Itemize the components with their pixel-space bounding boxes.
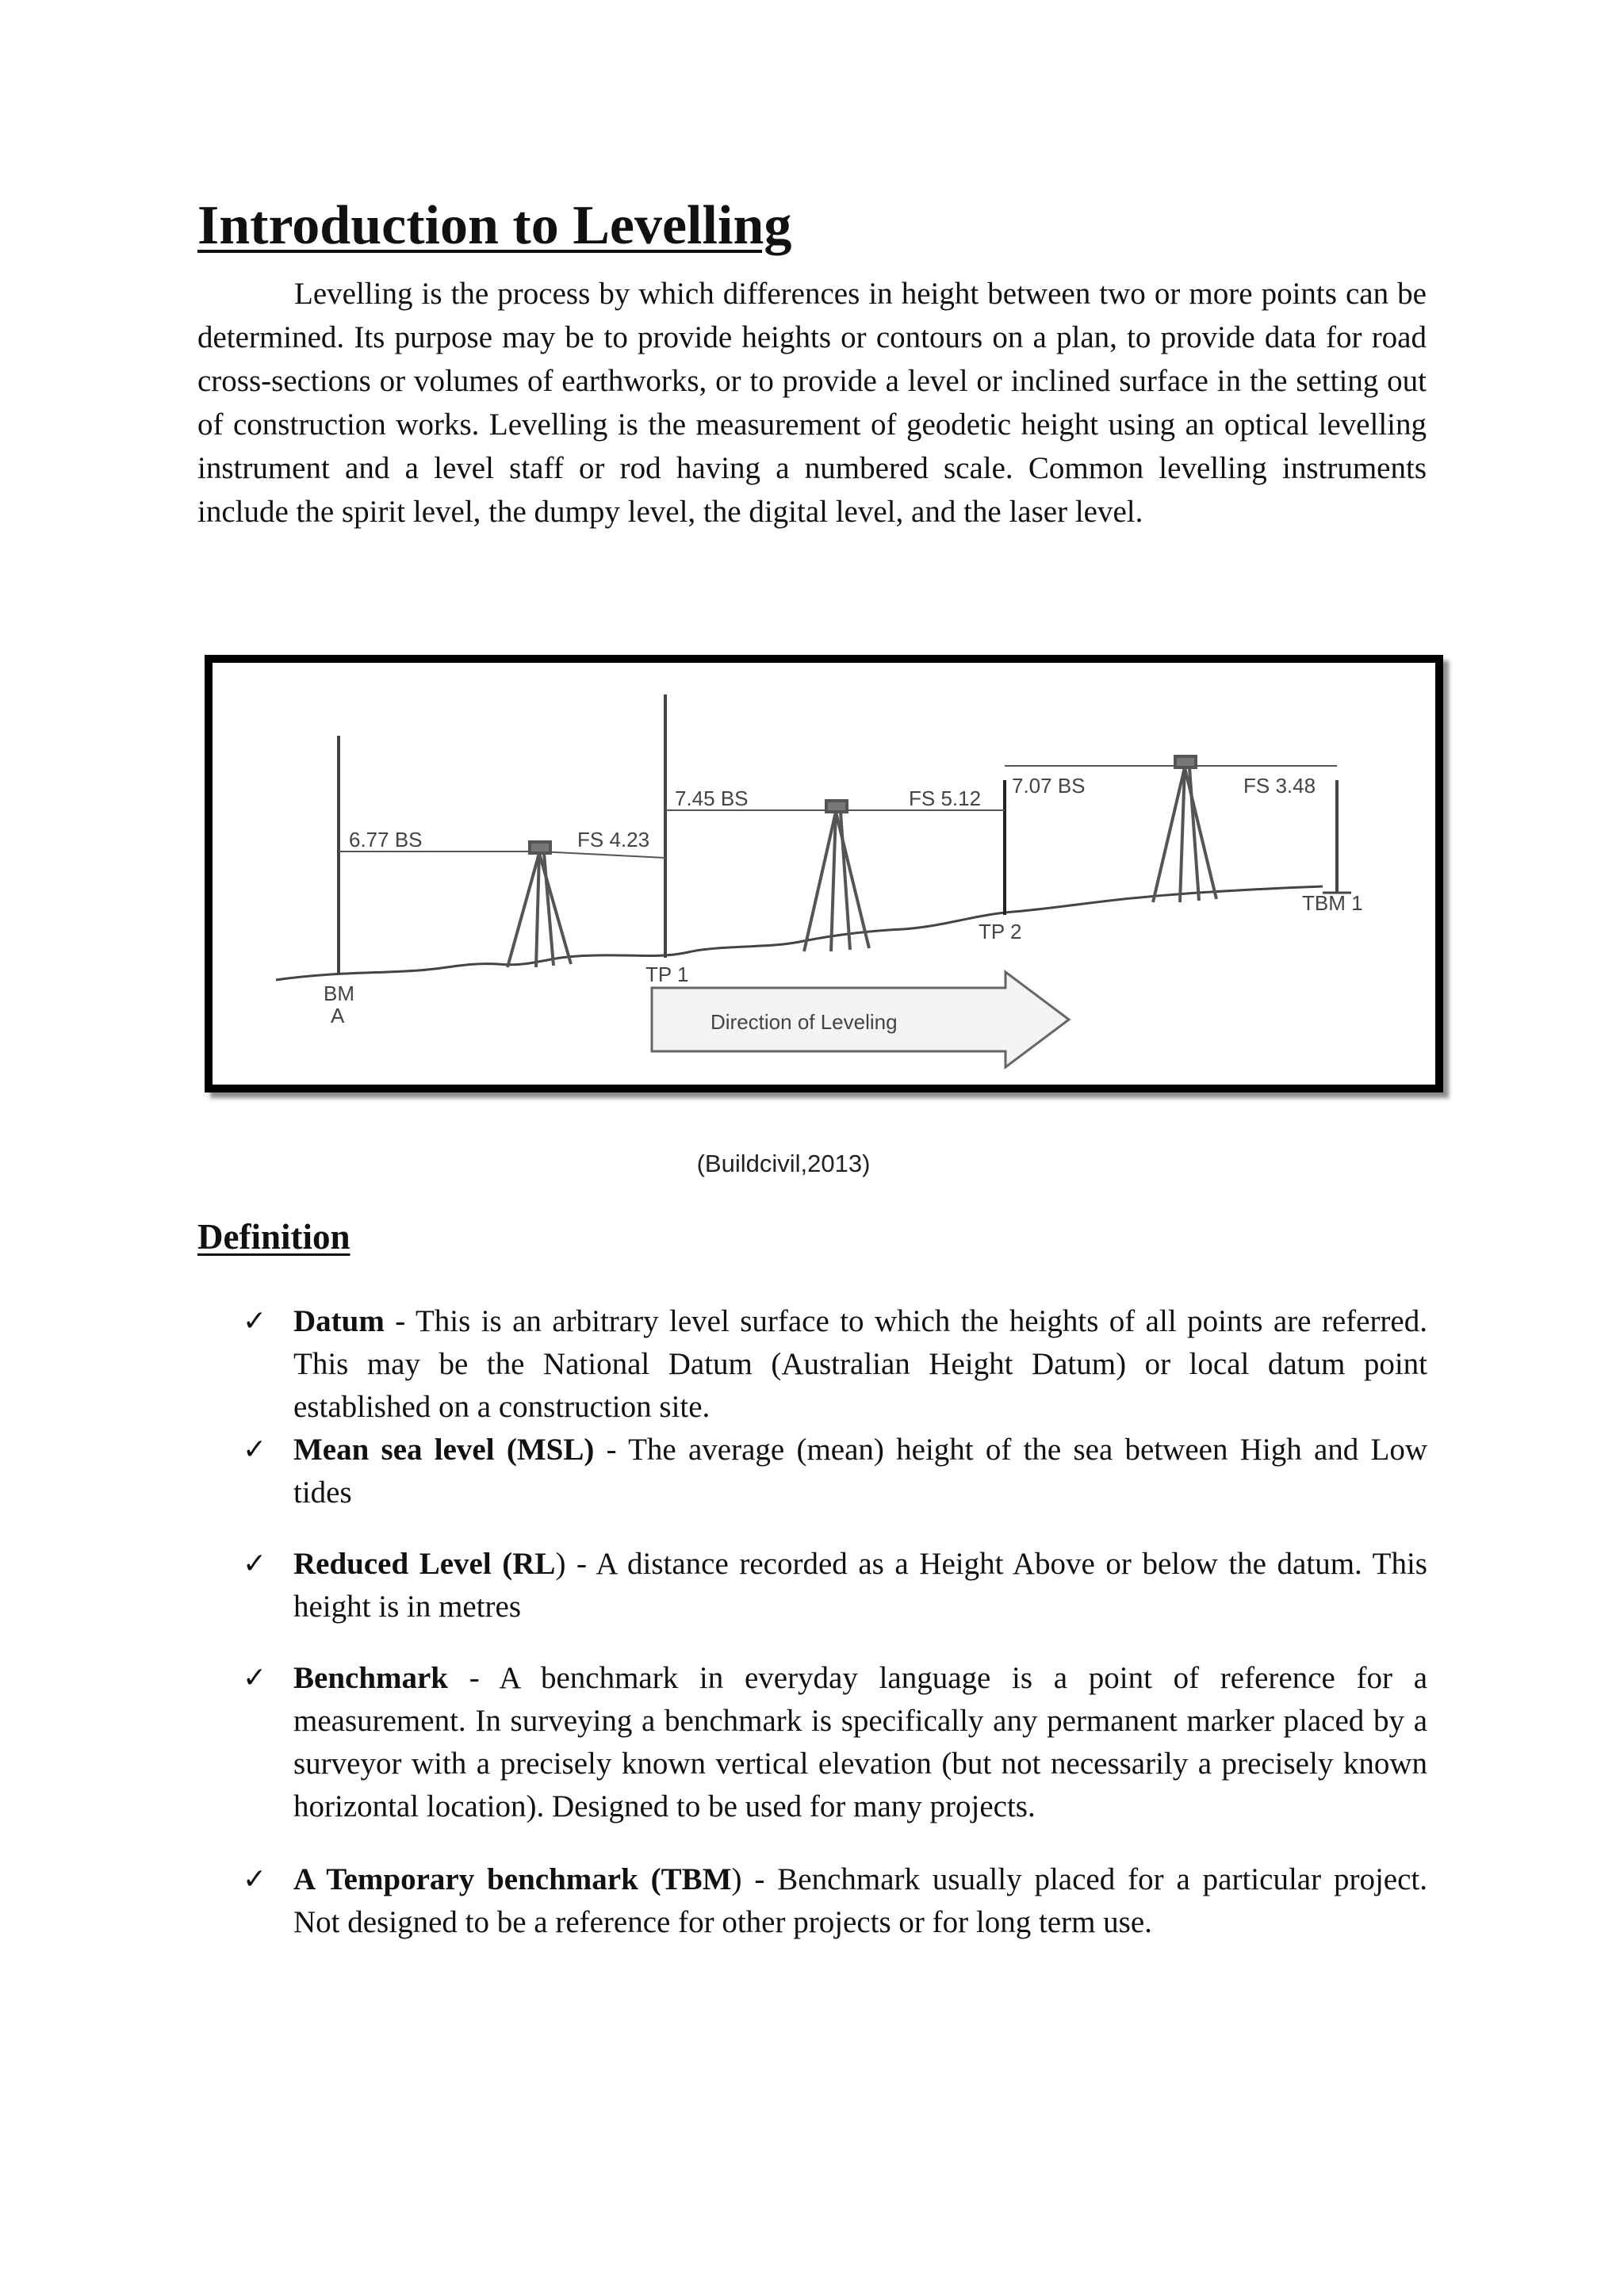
direction-label: Direction of Leveling [710, 1010, 898, 1034]
checkmark-icon: ✓ [243, 1662, 267, 1694]
definition-text: A distance recorded as a Height Above or below the datum. This height is in metres [293, 1547, 1427, 1624]
page-title: Introduction to Levelling [197, 195, 792, 256]
definition-term: Mean sea level (MSL) [293, 1433, 595, 1467]
levelling-diagram [205, 655, 1443, 1093]
label-bs-3: 7.07 BS [1012, 774, 1086, 798]
definition-term: A Temporary benchmark (TBM [293, 1862, 732, 1896]
definition-item-msl [243, 1429, 1427, 1514]
label-bs-2: 7.45 BS [675, 786, 749, 810]
label-bm: BM [324, 982, 354, 1005]
definition-item-benchmark [243, 1657, 1428, 1828]
label-tbm1: TBM 1 [1302, 891, 1363, 915]
definition-item-reduced-level [243, 1543, 1427, 1628]
checkmark-icon: ✓ [243, 1305, 267, 1337]
definition-text: This is an arbitrary level surface to which the heights of all points are referred. This may be the National Datum (Australian Height Datum) or local datum point established on a construction site. [293, 1304, 1427, 1424]
checkmark-icon: ✓ [243, 1433, 267, 1466]
checkmark-icon: ✓ [243, 1548, 267, 1580]
tripod-2 [804, 801, 869, 951]
label-fs-2: FS 5.12 [909, 786, 982, 810]
definition-text: A benchmark in everyday language is a point of reference for a measurement. In surveying a benchmark is specifically any permanent marker placed by a surveyor with a precisely known vertical elevation (but not necessarily a precisely known horizontal location). Designed to be used for many projects. [293, 1661, 1428, 1823]
label-tp2: TP 2 [979, 920, 1022, 943]
definition-term: Reduced Level (RL [293, 1547, 556, 1581]
definition-text: The average (mean) height of the sea between High and Low tides [293, 1433, 1427, 1510]
definition-term: Benchmark [293, 1661, 448, 1695]
definition-text: Benchmark usually placed for a particular project. Not designed to be a reference for other projects or for long term use. [293, 1862, 1427, 1939]
tripod-3 [1153, 756, 1216, 902]
definition-separator: ) - [731, 1862, 778, 1896]
definition-item-temporary-benchmark [243, 1858, 1427, 1944]
tripod-1 [508, 842, 571, 967]
label-tp1: TP 1 [645, 962, 689, 986]
definition-separator: ) - [555, 1547, 596, 1581]
intro-paragraph: Levelling is the process by which differences in height between two or more points can be determined. Its purpose may be to provide heights or contours on a plan, to provide data for road cross-sections or volumes of earthworks, or to provide a level or inclined surface in the setting out of construction works. Levelling is the measurement of geodetic height using an optical levelling instrument and a level staff or rod having a numbered scale. Common levelling instruments include the spirit level, the dumpy level, the digital level, and the laser level. [197, 277, 1427, 529]
label-bs-1: 6.77 BS [349, 828, 423, 851]
figure-caption: (Buildcivil,2013) [696, 1150, 871, 1177]
levelling-diagram-svg [213, 663, 1435, 1085]
definition-term: Datum [293, 1304, 385, 1338]
definition-item-datum [243, 1300, 1427, 1429]
definition-separator: - [594, 1433, 629, 1467]
ground-line [276, 886, 1323, 980]
definition-separator: - [448, 1661, 500, 1695]
label-bm-a: A [331, 1004, 345, 1027]
label-fs-1: FS 4.23 [577, 828, 650, 851]
section-heading-definition: Definition [197, 1217, 350, 1257]
definition-separator: - [384, 1304, 416, 1338]
checkmark-icon: ✓ [243, 1863, 267, 1896]
label-fs-3: FS 3.48 [1243, 774, 1316, 798]
